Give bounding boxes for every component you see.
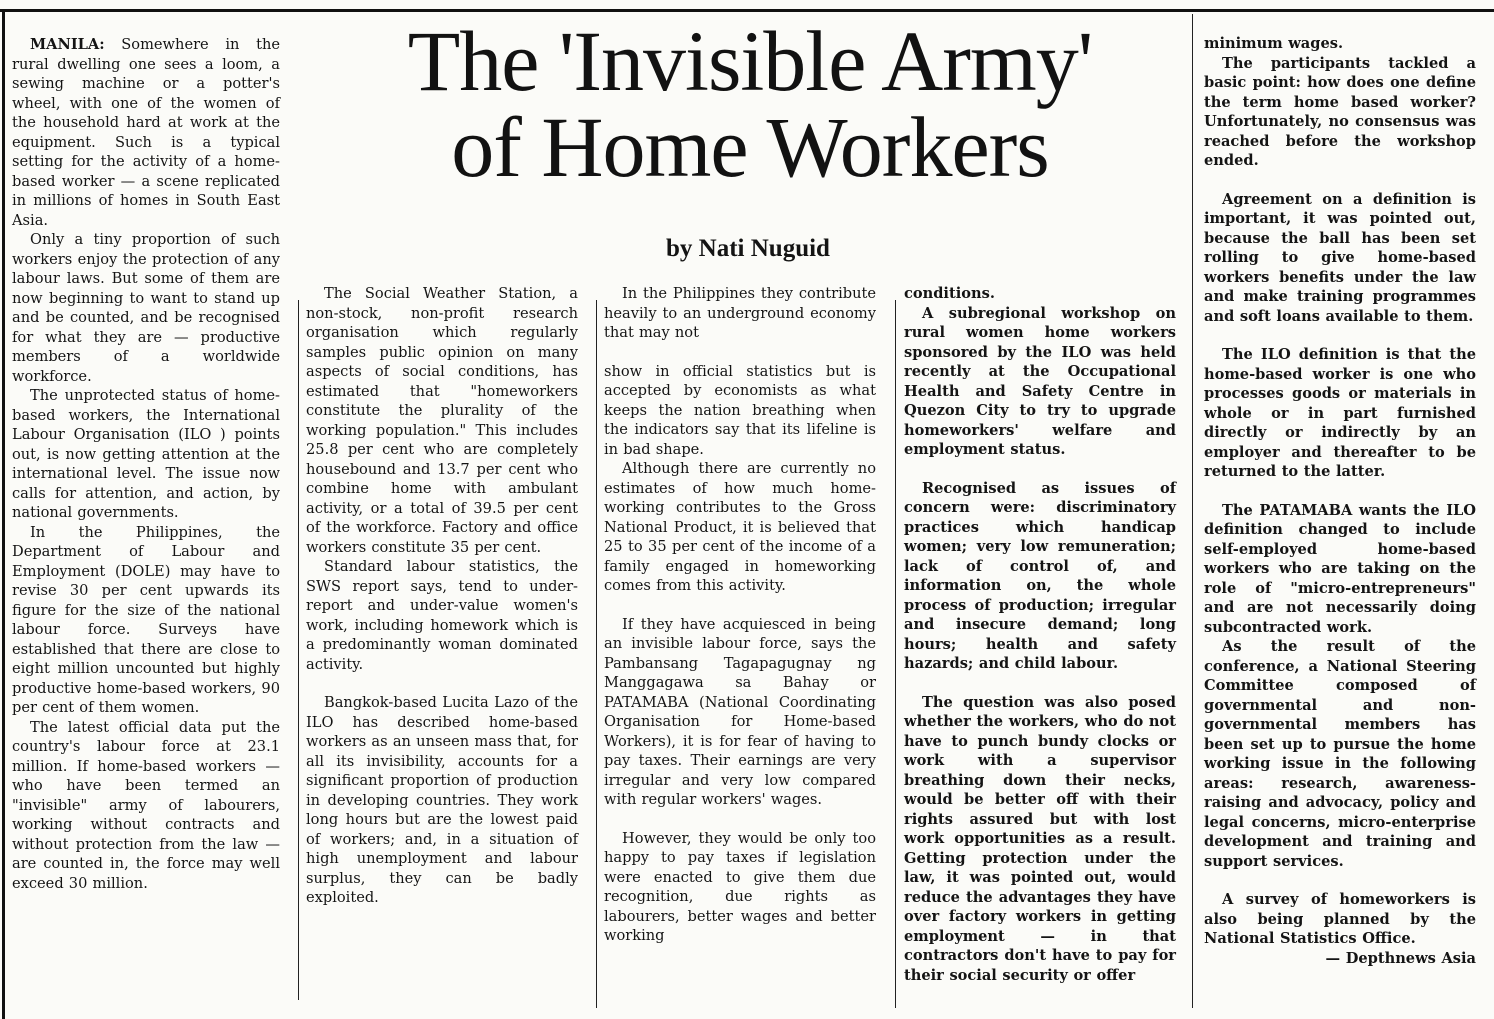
column-3 [604, 284, 876, 946]
paragraph: The latest official data put the country's labour force at 23.1 million. If home-based workers — who have been termed an "invisible" army of labourers, working without contracts and without protection from the law — are counted in, the force may well exceed 30 million. [12, 718, 280, 892]
paragraph: conditions. [904, 285, 995, 302]
paragraph: Although there are currently no estimates of how much home-working contributes to the Gross National Product, it is believed that 25 to 35 per cent of the income of a family engaged in homeworking comes from this activity. [604, 460, 876, 594]
headline [300, 13, 1200, 195]
column-1 [12, 35, 280, 893]
top-rule [0, 9, 1494, 12]
byline: by Nati Nuguid [666, 235, 830, 262]
paragraph: A survey of homeworkers is also being planned by the National Statistics Office. [1204, 891, 1476, 947]
paragraph: The Social Weather Station, a non-stock, non-profit research organisation which regularly samples public opinion on many aspects of social conditions, has estimated that "homeworkers constitute the plurality of the working population." This includes 25.8 per cent who are completely housebound and 13.7 per cent who combine home with ambulant activity, or a total of 39.5 per cent of the workforce. Factory and office workers constitute 35 per cent. [306, 285, 578, 556]
dateline: MANILA: [30, 36, 105, 53]
paragraph: Standard labour statistics, the SWS report says, tend to under-report and under-value women's work, including homework which is a predominantly woman dominated activity. [306, 558, 578, 673]
paragraph: Recognised as issues of concern were: discriminatory practices which handicap women; very low remuneration; lack of control of, and information on, the whole process of production; irregular and insecure demand; long hours; health and safety hazards; and child labour. [904, 479, 1176, 672]
paragraph: However, they would be only too happy to pay taxes if legislation were enacted to give them due recognition, due rights as labourers, better wages and better working [604, 829, 876, 944]
paragraph: The participants tackled a basic point: how does one define the term home based worker? Unfortunately, no consensus was reached before the workshop ended. [1204, 54, 1476, 169]
column-rule [596, 300, 597, 1008]
paragraph: In the Philippines, the Department of Labour and Employment (DOLE) may have to revise 30 per cent upwards its figure for the size of the national labour force. Surveys have established that there are close to eight million uncounted but highly productive home-based workers, 90 per cent of them women. [12, 523, 280, 716]
paragraph: The ILO definition is that the home-based worker is one who processes goods or materials in whole or in part furnished directly or indirectly by an employer and thereafter to be returned to the latter. [1204, 346, 1476, 480]
headline-line-2: of Home Workers [451, 99, 1049, 195]
column-5 [1204, 34, 1476, 968]
paragraph: show in official statistics but is accepted by economists as what keeps the nation breathing when the indicators say that its lifeline is in bad shape. [604, 362, 876, 458]
column-4 [904, 284, 1176, 985]
signoff: — Depthnews Asia [1325, 949, 1476, 967]
column-2 [306, 284, 578, 908]
paragraph: If they have acquiesced in being an invisible labour force, says the Pambansang Tagapagugnay ng Manggagawa sa Bahay or PATAMABA (National Coordinating Organisation for Home-based Workers), it is for fear of having to pay taxes. Their earnings are very irregular and very low compared with regular workers' wages. [604, 615, 876, 808]
paragraph: As the result of the conference, a National Steering Committee composed of governmental and non-governmental members has been set up to pursue the home working issue in the following areas: research, awareness-raising and advocacy, policy and legal concerns, micro-enterprise development and training and support services. [1204, 638, 1476, 870]
paragraph: Agreement on a definition is important, it was pointed out, because the ball has been set rolling to give home-based workers benefits under the law and make training programmes and soft loans available to them. [1204, 190, 1476, 325]
headline-line-1: The 'Invisible Army' [407, 13, 1093, 109]
paragraph: The PATAMABA wants the ILO definition changed to include self-employed home-based workers who are taking on the role of "micro-entrepreneurs" and are not necessarily doing subcontracted work. [1204, 501, 1476, 636]
paragraph: The unprotected status of home-based workers, the International Labour Organisation (ILO ) points out, is now getting attention at the international level. The issue now calls for attention, and action, by national governments. [12, 387, 280, 521]
paragraph: MANILA: Somewhere in the rural dwelling one sees a loom, a sewing machine or a potter's wheel, with one of the women of the household hard at work at the equipment. Such is a typical setting for the activity of a home-based worker — a scene replicated in millions of homes in South East Asia. [12, 36, 280, 229]
paragraph: Bangkok-based Lucita Lazo of the ILO has described home-based workers as an unseen mass that, for all its invisibility, accounts for a significant proportion of production in developing countries. They work long hours but are the lowest paid of workers; and, in a situation of high unemployment and labour surplus, they can be badly exploited. [306, 694, 578, 906]
column-rule [298, 300, 299, 1000]
paragraph: The question was also posed whether the workers, who do not have to punch bundy clocks or work with a supervisor breathing down their necks, would be better off with their rights assured but with lost work opportunities as a result. Getting protection under the law, it was pointed out, would reduce the advantages they have over factory workers in getting employment — in that contractors don't have to pay for their social security or offer [904, 693, 1176, 984]
column-rule [895, 300, 896, 1008]
paragraph: minimum wages. [1204, 35, 1344, 52]
left-border-rule [2, 9, 5, 1019]
paragraph: Only a tiny proportion of such workers enjoy the protection of any labour laws. But some of them are now beginning to want to stand up and be counted, and be recognised for what they are — productive members of a worldwide workforce. [12, 231, 280, 385]
paragraph: A subregional workshop on rural women home workers sponsored by the ILO was held recently at the Occupational Health and Safety Centre in Quezon City to try to upgrade homeworkers' welfare and employment status. [904, 304, 1176, 458]
paragraph: In the Philippines they contribute heavily to an underground economy that may not [604, 285, 876, 341]
